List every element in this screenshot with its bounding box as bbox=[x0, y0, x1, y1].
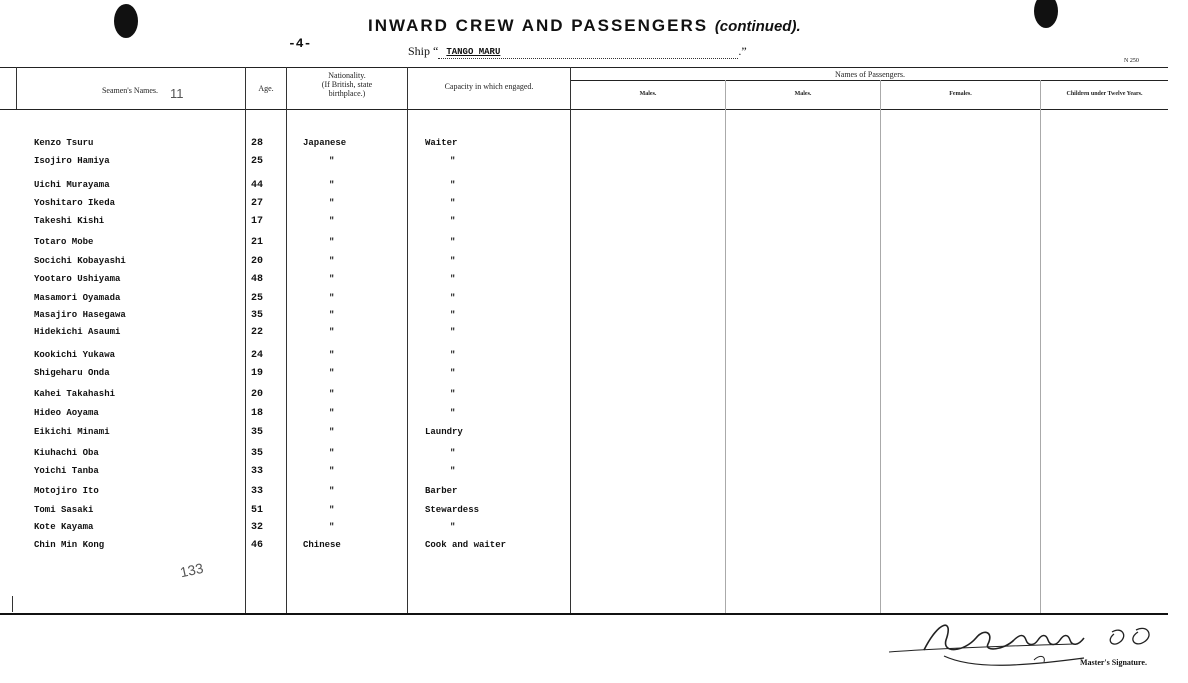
crew-capacity: " bbox=[450, 293, 456, 303]
crew-name: Takeshi Kishi bbox=[34, 216, 105, 226]
crew-nationality: Japanese bbox=[303, 138, 347, 148]
crew-capacity: " bbox=[450, 448, 456, 458]
header-passengers: Names of Passengers. bbox=[835, 70, 905, 79]
crew-nationality: " bbox=[329, 198, 335, 208]
crew-nationality: " bbox=[329, 293, 335, 303]
crew-name: Chin Min Kong bbox=[34, 540, 105, 550]
crew-nationality: " bbox=[329, 256, 335, 266]
header-pencil-note: 11 bbox=[170, 86, 184, 101]
crew-name: Totaro Mobe bbox=[34, 237, 94, 247]
crew-age: 35 bbox=[250, 310, 263, 321]
crew-name: Eikichi Minami bbox=[34, 427, 110, 437]
crew-name: Yootaro Ushiyama bbox=[34, 274, 121, 284]
crew-name: Kote Kayama bbox=[34, 522, 94, 532]
crew-name: Masamori Oyamada bbox=[34, 293, 121, 303]
passenger-group-rule bbox=[571, 80, 1168, 81]
crew-name: Isojiro Hamiya bbox=[34, 156, 110, 166]
crew-age: 24 bbox=[250, 350, 263, 361]
ship-line bbox=[408, 44, 747, 59]
crew-capacity: " bbox=[450, 310, 456, 320]
crew-age: 33 bbox=[250, 466, 263, 477]
crew-capacity: " bbox=[450, 389, 456, 399]
form-number: N 250 bbox=[1124, 58, 1139, 64]
header-nationality bbox=[287, 71, 407, 98]
crew-age: 51 bbox=[250, 505, 263, 516]
crew-age: 27 bbox=[250, 198, 263, 209]
ship-label: Ship “ bbox=[408, 44, 439, 58]
crew-nationality: " bbox=[329, 486, 335, 496]
crew-age: 35 bbox=[250, 427, 263, 438]
crew-nationality: " bbox=[329, 274, 335, 284]
crew-nationality: " bbox=[329, 389, 335, 399]
header-pass-females: Females. bbox=[949, 91, 972, 97]
header-seamen-names: Seamen's Names. bbox=[101, 86, 159, 95]
col-rule-pass-1 bbox=[725, 80, 726, 613]
crew-name: Hideo Aoyama bbox=[34, 408, 99, 418]
crew-age: 33 bbox=[250, 486, 263, 497]
crew-nationality: " bbox=[329, 327, 335, 337]
page-marker: -4- bbox=[288, 36, 312, 51]
crew-capacity: " bbox=[450, 156, 456, 166]
crew-capacity: Laundry bbox=[425, 427, 463, 437]
crew-age: 25 bbox=[250, 156, 263, 167]
crew-age: 44 bbox=[250, 180, 263, 191]
crew-capacity: " bbox=[450, 350, 456, 360]
crew-capacity: " bbox=[450, 274, 456, 284]
crew-name: Kookichi Yukawa bbox=[34, 350, 116, 360]
crew-nationality: " bbox=[329, 180, 335, 190]
ship-name-field bbox=[438, 46, 738, 59]
crew-name: Shigeharu Onda bbox=[34, 368, 110, 378]
header-nationality-line2: (If British, state bbox=[321, 80, 373, 89]
crew-name: Uichi Murayama bbox=[34, 180, 110, 190]
ship-close: .” bbox=[738, 44, 747, 58]
title-text: INWARD CREW AND PASSENGERS bbox=[368, 16, 709, 35]
crew-nationality: " bbox=[329, 448, 335, 458]
punch-hole-left bbox=[114, 4, 138, 38]
crew-capacity: Waiter bbox=[425, 138, 458, 148]
header-pass-children: Children under Twelve Years. bbox=[1066, 91, 1143, 97]
crew-name: Tomi Sasaki bbox=[34, 505, 94, 515]
crew-age: 46 bbox=[250, 540, 263, 551]
crew-capacity: " bbox=[450, 408, 456, 418]
header-nationality-line1: Nationality. bbox=[328, 71, 366, 80]
page-title bbox=[368, 16, 801, 36]
table-top-border bbox=[0, 67, 1168, 68]
punch-hole-right bbox=[1034, 0, 1058, 28]
crew-capacity: " bbox=[450, 216, 456, 226]
crew-nationality: " bbox=[329, 368, 335, 378]
crew-age: 20 bbox=[250, 389, 263, 400]
crew-capacity: " bbox=[450, 180, 456, 190]
crew-nationality: " bbox=[329, 310, 335, 320]
crew-name: Kiuhachi Oba bbox=[34, 448, 99, 458]
crew-age: 35 bbox=[250, 448, 263, 459]
crew-age: 21 bbox=[250, 237, 263, 248]
col-rule-cap-pass bbox=[570, 67, 571, 613]
crew-capacity: " bbox=[450, 466, 456, 476]
crew-capacity: " bbox=[450, 198, 456, 208]
crew-name: Kahei Takahashi bbox=[34, 389, 116, 399]
header-nationality-line3: birthplace.) bbox=[328, 89, 366, 98]
crew-nationality: " bbox=[329, 156, 335, 166]
crew-capacity: Cook and waiter bbox=[425, 540, 507, 550]
col-rule-age-nat bbox=[286, 67, 287, 613]
count-pencil-note: 133 bbox=[178, 559, 205, 581]
ship-name: TANGO MARU bbox=[446, 47, 501, 57]
crew-capacity: Barber bbox=[425, 486, 458, 496]
col-rule-pass-3 bbox=[1040, 80, 1041, 613]
crew-name: Masajiro Hasegawa bbox=[34, 310, 126, 320]
crew-nationality: " bbox=[329, 466, 335, 476]
crew-nationality: Chinese bbox=[303, 540, 341, 550]
crew-nationality: " bbox=[329, 237, 335, 247]
col-rule-left bbox=[16, 67, 17, 109]
crew-capacity: " bbox=[450, 256, 456, 266]
title-suffix: (continued). bbox=[714, 18, 801, 35]
col-rule-name-age bbox=[245, 67, 246, 613]
crew-name: Motojiro Ito bbox=[34, 486, 99, 496]
crew-age: 20 bbox=[250, 256, 263, 267]
crew-name: Socichi Kobayashi bbox=[34, 256, 126, 266]
crew-age: 48 bbox=[250, 274, 263, 285]
crew-nationality: " bbox=[329, 408, 335, 418]
crew-nationality: " bbox=[329, 505, 335, 515]
crew-nationality: " bbox=[329, 216, 335, 226]
crew-nationality: " bbox=[329, 522, 335, 532]
header-pass-males-1: Males. bbox=[639, 91, 657, 97]
crew-name: Yoshitaro Ikeda bbox=[34, 198, 116, 208]
crew-age: 18 bbox=[250, 408, 263, 419]
crew-capacity: " bbox=[450, 522, 456, 532]
crew-age: 19 bbox=[250, 368, 263, 379]
header-age: Age. bbox=[258, 84, 274, 93]
header-capacity: Capacity in which engaged. bbox=[444, 82, 534, 91]
header-bottom-border bbox=[0, 109, 1168, 110]
crew-age: 28 bbox=[250, 138, 263, 149]
crew-name: Yoichi Tanba bbox=[34, 466, 99, 476]
crew-capacity: " bbox=[450, 368, 456, 378]
crew-age: 32 bbox=[250, 522, 263, 533]
crew-name: Hidekichi Asaumi bbox=[34, 327, 121, 337]
col-rule-nat-cap bbox=[407, 67, 408, 613]
crew-capacity: " bbox=[450, 327, 456, 337]
crew-name: Kenzo Tsuru bbox=[34, 138, 94, 148]
crew-nationality: " bbox=[329, 350, 335, 360]
crew-age: 17 bbox=[250, 216, 263, 227]
crew-age: 22 bbox=[250, 327, 263, 338]
crew-capacity: " bbox=[450, 237, 456, 247]
left-margin-tick bbox=[12, 596, 13, 612]
master-signature-label: Master's Signature. bbox=[1080, 658, 1147, 667]
header-pass-males-2: Males. bbox=[794, 91, 812, 97]
crew-capacity: Stewardess bbox=[425, 505, 480, 515]
crew-nationality: " bbox=[329, 427, 335, 437]
col-rule-pass-2 bbox=[880, 80, 881, 613]
crew-age: 25 bbox=[250, 293, 263, 304]
